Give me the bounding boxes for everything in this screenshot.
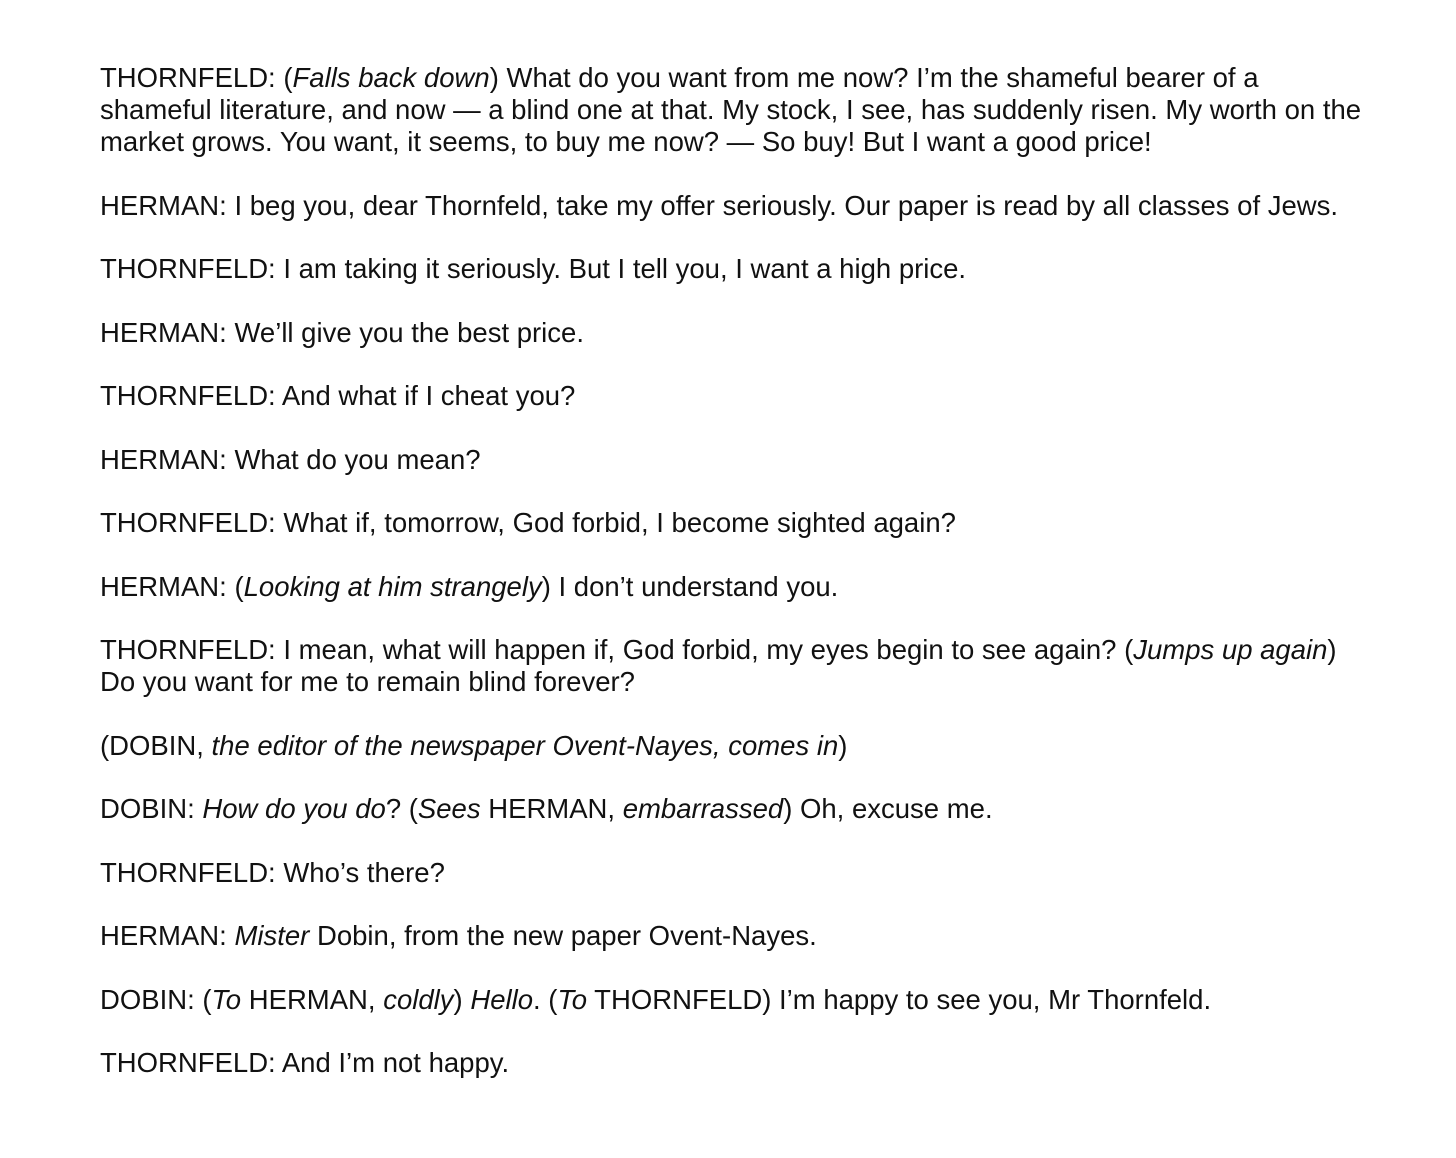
- dialogue-text: ): [453, 983, 471, 1015]
- dialogue-text: DOBIN:: [100, 793, 203, 824]
- dialogue-text: . (: [533, 983, 558, 1015]
- stage-direction-text: the editor of the newspaper Ovent-Nayes, comes in: [211, 729, 839, 761]
- dialogue-text: ) I don’t understand you.: [541, 570, 839, 602]
- dialogue-text: HERMAN: (: [100, 570, 244, 602]
- dialogue-paragraph: [100, 730, 1370, 762]
- dialogue-paragraph: [100, 253, 1370, 285]
- dialogue-text: THORNFELD: And what if I cheat you?: [100, 380, 576, 411]
- dialogue-paragraph: [100, 190, 1370, 222]
- stage-direction-text: Looking at him strangely: [243, 570, 542, 602]
- stage-direction-text: To: [211, 983, 242, 1015]
- dialogue-paragraph: [100, 62, 1370, 158]
- stage-direction-text: Sees: [417, 793, 481, 824]
- dialogue-text: HERMAN: I beg you, dear Thornfeld, take my offer seriously. Our paper is read by all classes of Jews.: [100, 189, 1339, 221]
- dialogue-text: THORNFELD: I am taking it seriously. But I tell you, I want a high price.: [100, 253, 967, 284]
- script-page: [100, 62, 1370, 1111]
- dialogue-text: THORNFELD: I mean, what will happen if, God forbid, my eyes begin to see again? (: [100, 634, 1134, 665]
- dialogue-text: DOBIN: (: [100, 983, 212, 1015]
- dialogue-text: ) What do you want from me now? I’m the shameful bearer of a shameful literature, and now — a blind one at that. My stock, I see, has suddenly risen. My worth on the market grows. You want, it seems, to buy me now? — So buy! But I want a good price!: [100, 62, 1362, 157]
- dialogue-text: ) Do you want for me to remain blind forever?: [100, 634, 1337, 697]
- dialogue-text: HERMAN: We’ll give you the best price.: [100, 316, 584, 348]
- dialogue-text: THORNFELD) I’m happy to see you, Mr Thornfeld.: [587, 983, 1212, 1015]
- dialogue-paragraph: [100, 634, 1370, 698]
- dialogue-text: ): [838, 729, 848, 761]
- dialogue-text: (DOBIN,: [100, 729, 212, 761]
- stage-direction-text: Mister: [234, 920, 310, 951]
- stage-direction-text: coldly: [383, 983, 454, 1015]
- dialogue-paragraph: [100, 507, 1370, 539]
- dialogue-text: HERMAN,: [480, 793, 623, 824]
- dialogue-paragraph: [100, 793, 1370, 825]
- dialogue-text: ) Oh, excuse me.: [783, 793, 993, 824]
- dialogue-text: THORNFELD: What if, tomorrow, God forbid, I become sighted again?: [100, 507, 956, 538]
- stage-direction-text: Hello: [470, 983, 533, 1015]
- stage-direction-text: How do you do: [202, 793, 386, 824]
- dialogue-text: Dobin, from the new paper Ovent-Nayes.: [309, 920, 817, 951]
- dialogue-paragraph: [100, 571, 1370, 603]
- stage-direction-text: Jumps up again: [1133, 634, 1328, 665]
- dialogue-text: ? (: [385, 793, 418, 824]
- dialogue-text: THORNFELD: And I’m not happy.: [100, 1047, 510, 1078]
- dialogue-text: HERMAN:: [100, 920, 235, 951]
- stage-direction-text: To: [557, 983, 588, 1015]
- dialogue-paragraph: [100, 984, 1370, 1016]
- dialogue-paragraph: [100, 317, 1370, 349]
- dialogue-text: THORNFELD: (: [100, 62, 293, 93]
- dialogue-paragraph: [100, 1047, 1370, 1079]
- dialogue-text: THORNFELD: Who’s there?: [100, 856, 445, 888]
- dialogue-text: HERMAN: What do you mean?: [100, 443, 481, 475]
- dialogue-text: HERMAN,: [241, 983, 384, 1015]
- dialogue-paragraph: [100, 444, 1370, 476]
- dialogue-paragraph: [100, 857, 1370, 889]
- stage-direction-text: Falls back down: [292, 62, 490, 93]
- dialogue-paragraph: [100, 920, 1370, 952]
- dialogue-paragraph: [100, 380, 1370, 412]
- stage-direction-text: embarrassed: [622, 793, 784, 824]
